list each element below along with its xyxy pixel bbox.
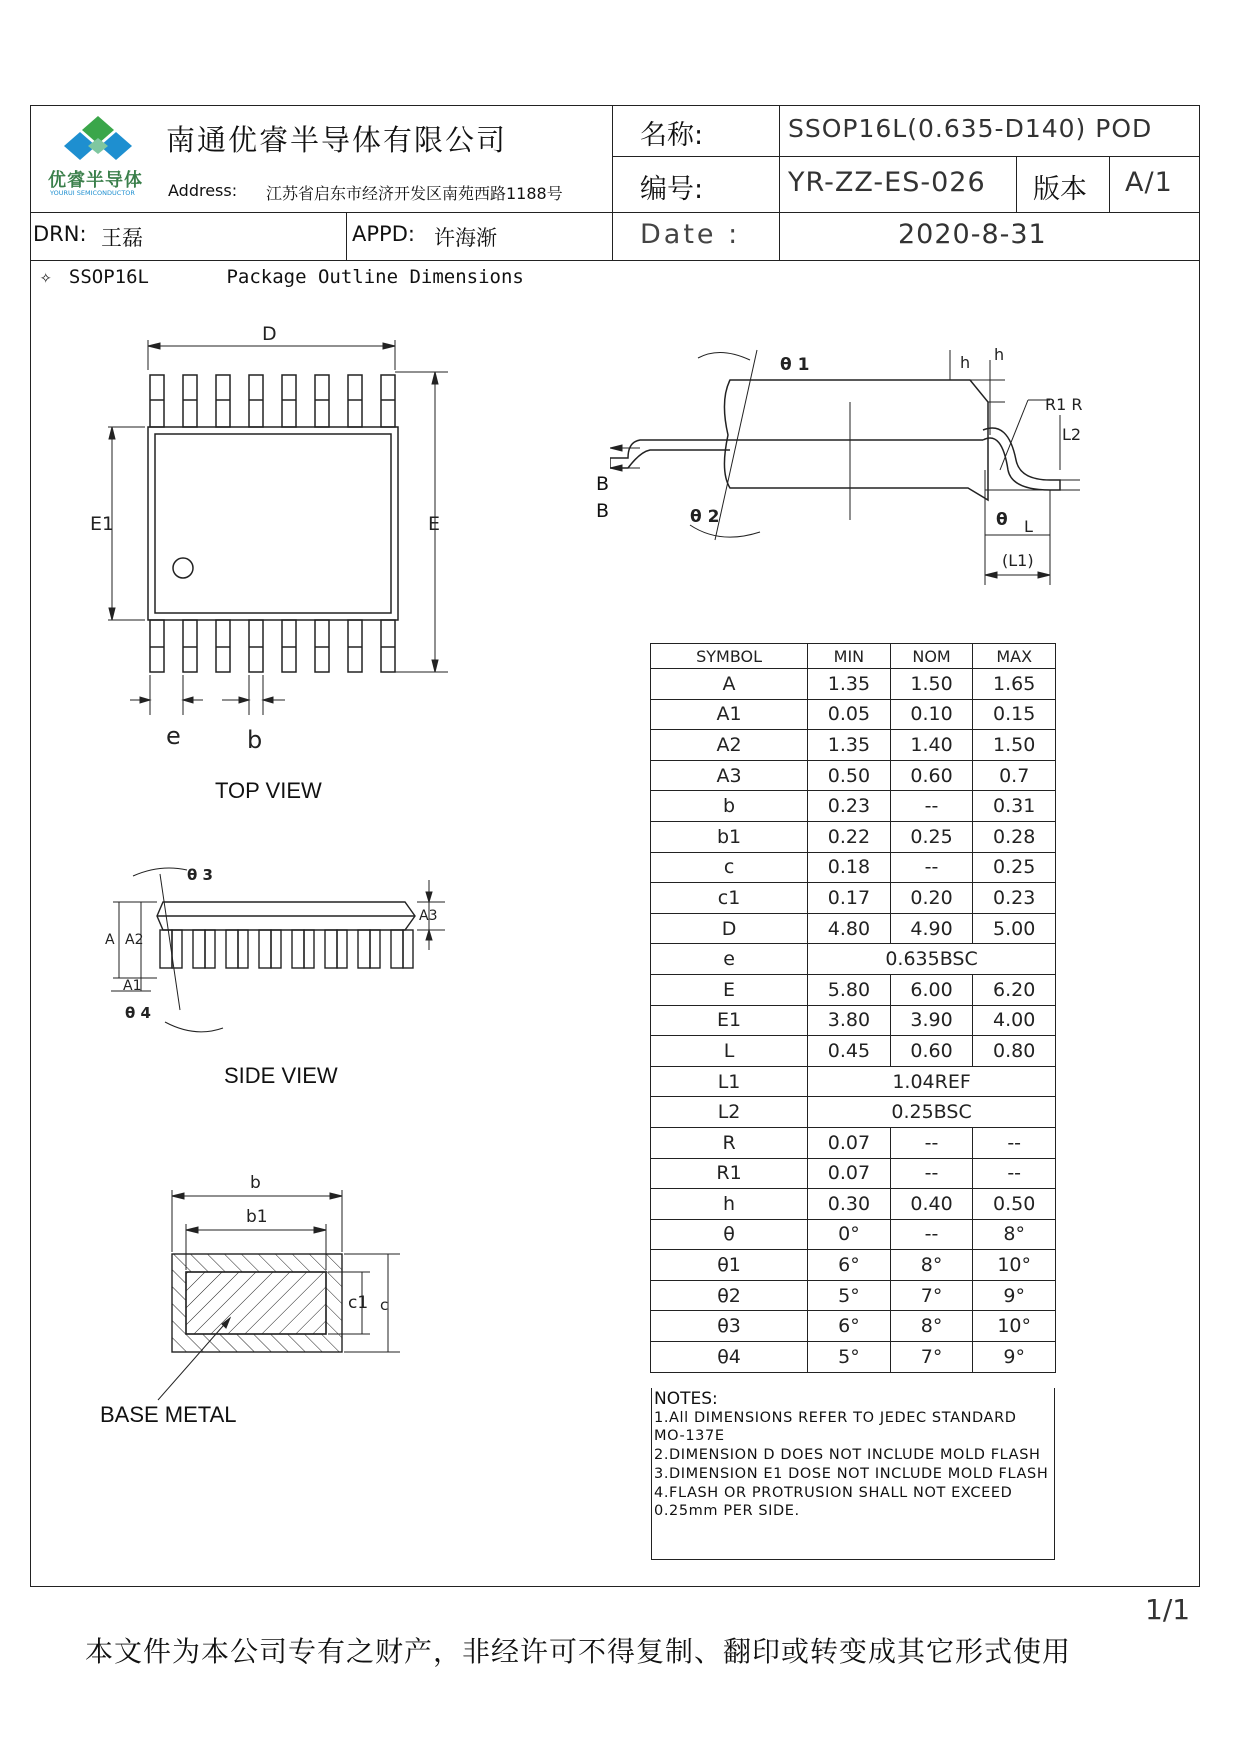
drn-value: 王磊 [101,226,143,250]
symbol-cell: c [651,852,808,883]
table-row [651,1036,1056,1067]
symbol-cell: θ2 [651,1280,808,1311]
top-view-drawing [90,320,470,760]
symbol-cell: b [651,791,808,822]
symbol-cell: A1 [651,699,808,730]
value-cell: 0.05 [808,699,891,730]
dim-theta4: θ 4 [125,1004,151,1022]
title-marker: ✧ [40,266,52,288]
value-cell: 0.18 [808,852,891,883]
number-value: YR-ZZ-ES-026 [788,167,986,198]
value-cell: 4.00 [973,1005,1056,1036]
symbol-cell: θ1 [651,1250,808,1281]
value-cell: 6° [808,1250,891,1281]
header-divider [30,212,1200,213]
value-cell: -- [973,1127,1056,1158]
dim-L2: L2 [1062,425,1082,444]
table-row [651,821,1056,852]
appd-label: APPD: [352,222,415,246]
value-cell: 0.07 [808,1158,891,1189]
value-cell: 0.30 [808,1189,891,1220]
top-view-label: TOP VIEW [215,778,322,803]
dim-L1: (L1) [1002,551,1034,570]
dim-E1: E1 [90,513,115,535]
table-row [651,1219,1056,1250]
value-cell: 0.23 [973,883,1056,914]
table-row [651,760,1056,791]
number-label: 编号: [640,174,704,205]
dim-e: e [166,722,181,750]
value-cell: 8° [890,1250,973,1281]
dim-theta: θ [996,510,1008,530]
value-cell: 10° [973,1250,1056,1281]
value-cell: 1.04REF [808,1066,1056,1097]
value-cell: 0.07 [808,1127,891,1158]
base-metal-drawing [130,1160,420,1430]
company-logo [62,114,134,164]
value-cell: 0.31 [973,791,1056,822]
header-divider [1109,156,1110,212]
dim-b1: b1 [246,1207,268,1227]
symbol-cell: A [651,669,808,700]
value-cell: 0.22 [808,821,891,852]
symbol-cell: E1 [651,1005,808,1036]
header-divider [612,105,613,260]
header-divider [612,156,1200,157]
value-cell: 5.00 [973,913,1056,944]
dim-theta3: θ 3 [187,866,213,884]
table-row [651,944,1056,975]
symbol-cell: L2 [651,1097,808,1128]
symbol-cell: D [651,913,808,944]
value-cell: 0.50 [808,760,891,791]
table-row [651,974,1056,1005]
value-cell: -- [890,852,973,883]
value-cell: -- [890,1158,973,1189]
value-cell: 6.20 [973,974,1056,1005]
value-cell: 3.90 [890,1005,973,1036]
company-name: 南通优睿半导体有限公司 [166,123,508,157]
symbol-cell: R1 [651,1158,808,1189]
value-cell: 0.80 [973,1036,1056,1067]
right-lead [983,428,1060,490]
left-lead [610,440,730,468]
notes-title: NOTES: [654,1389,718,1409]
symbol-cell: b1 [651,821,808,852]
value-cell: 0.40 [890,1189,973,1220]
value-cell: 9° [973,1342,1056,1373]
address-label: Address: [168,181,238,200]
side-view-label: SIDE VIEW [224,1063,338,1088]
note-item: 1.All DIMENSIONS REFER TO JEDEC STANDARD MO-137E [654,1409,1017,1445]
value-cell: 0.60 [890,760,973,791]
value-cell: 0.25 [890,821,973,852]
top-view-leads-lower [150,620,395,672]
table-row [651,699,1056,730]
value-cell: 1.50 [890,669,973,700]
logo-text: 优睿半导体 [48,170,143,191]
header-divider [779,105,780,260]
appd-value: 许海渐 [434,226,497,250]
side-view-drawing [105,860,450,1050]
value-cell: 0.25BSC [808,1097,1056,1128]
table-row [651,913,1056,944]
version-label: 版本 [1033,174,1087,205]
value-cell: 7° [890,1280,973,1311]
date-label: Date : [640,219,741,250]
value-cell: 5° [808,1342,891,1373]
value-cell: 0.15 [973,699,1056,730]
symbol-cell: θ4 [651,1342,808,1373]
value-cell: 0° [808,1219,891,1250]
table-header-row [651,644,1056,669]
dim-h2: h [994,345,1005,364]
value-cell: 1.35 [808,669,891,700]
value-cell: 0.20 [890,883,973,914]
value-cell: 7° [890,1342,973,1373]
value-cell: 6° [808,1311,891,1342]
package-name: SSOP16L [68,266,149,288]
dim-theta1: θ 1 [780,355,810,375]
pin1-marker [173,558,193,578]
dim-L: L [1024,517,1033,536]
notes-box [651,1388,1055,1560]
dim-c1: c1 [348,1293,369,1313]
logo-subtext: YOURUI SEMICONDUCTOR [50,189,135,197]
value-cell: 4.80 [808,913,891,944]
value-cell: 1.50 [973,730,1056,761]
symbol-cell: A2 [651,730,808,761]
header-divider [1016,156,1017,212]
col-header: NOM [890,644,973,669]
value-cell: 0.60 [890,1036,973,1067]
name-value: SSOP16L(0.635-D140) POD [788,114,1153,143]
value-cell: -- [973,1158,1056,1189]
value-cell: 0.10 [890,699,973,730]
page-number: 1/1 [1145,1593,1191,1626]
table-row [651,883,1056,914]
dimension-table [650,643,1056,1373]
note-item: 3.DIMENSION E1 DOSE NOT INCLUDE MOLD FLASH [654,1465,1049,1482]
dim-c: c [380,1296,389,1314]
value-cell: -- [890,791,973,822]
dim-A2: A2 [125,932,144,948]
value-cell: 8° [890,1311,973,1342]
symbol-cell: L1 [651,1066,808,1097]
top-view-body [148,427,398,620]
value-cell: 1.40 [890,730,973,761]
date-value: 2020-8-31 [898,219,1047,250]
dim-A3: A3 [419,908,438,924]
value-cell: 6.00 [890,974,973,1005]
address-value: 江苏省启东市经济开发区南苑西路1188号 [266,184,563,203]
col-header: MAX [973,644,1056,669]
name-label: 名称: [640,120,704,151]
table-row [651,1158,1056,1189]
value-cell: 3.80 [808,1005,891,1036]
value-cell: 0.45 [808,1036,891,1067]
dim-B-lower: B [596,500,610,522]
dim-h1: h [960,353,971,372]
table-row [651,1280,1056,1311]
dim-A1: A1 [123,978,142,994]
value-cell: 0.25 [973,852,1056,883]
table-row [651,1250,1056,1281]
base-metal-label: BASE METAL [100,1402,237,1427]
side-view-leads [160,930,413,968]
value-cell: 1.35 [808,730,891,761]
symbol-cell: L [651,1036,808,1067]
note-item: 4.FLASH OR PROTRUSION SHALL NOT EXCEED 0.25mm PER SIDE. [654,1484,1013,1520]
symbol-cell: θ3 [651,1311,808,1342]
symbol-cell: A3 [651,760,808,791]
version-value: A/1 [1125,167,1173,198]
value-cell: 0.28 [973,821,1056,852]
value-cell: 0.50 [973,1189,1056,1220]
value-cell: -- [890,1219,973,1250]
value-cell: 8° [973,1219,1056,1250]
footer-text: 本文件为本公司专有之财产，非经许可不得复制、翻印或转变成其它形式使用 [85,1635,1072,1668]
dim-theta2: θ 2 [690,507,720,527]
symbol-cell: θ [651,1219,808,1250]
table-row [651,669,1056,700]
value-cell: 0.17 [808,883,891,914]
value-cell: 5° [808,1280,891,1311]
symbol-cell: h [651,1189,808,1220]
symbol-cell: c1 [651,883,808,914]
title-subtitle: Package Outline Dimensions [226,266,524,288]
table-row [651,1127,1056,1158]
value-cell: 0.23 [808,791,891,822]
dim-B-upper: B [596,473,610,495]
header-divider [30,260,1200,261]
value-cell: 5.80 [808,974,891,1005]
table-row [651,791,1056,822]
dim-D: D [262,323,277,345]
symbol-cell: R [651,1127,808,1158]
value-cell: 0.7 [973,760,1056,791]
table-row [651,1342,1056,1373]
symbol-cell: E [651,974,808,1005]
table-row [651,1005,1056,1036]
dim-E: E [428,513,441,535]
value-cell: 4.90 [890,913,973,944]
table-row [651,1097,1056,1128]
table-row [651,1066,1056,1097]
top-view-leads-upper [150,375,395,427]
dim-b: b [247,726,263,754]
table-row [651,730,1056,761]
lead-detail-drawing [610,340,1090,600]
title-line [40,266,524,288]
value-cell: 9° [973,1280,1056,1311]
symbol-cell: e [651,944,808,975]
drn-label: DRN: [33,222,87,246]
value-cell: -- [890,1127,973,1158]
value-cell: 0.635BSC [808,944,1056,975]
table-row [651,1311,1056,1342]
value-cell: 10° [973,1311,1056,1342]
dim-b-base: b [250,1173,261,1193]
table-row [651,852,1056,883]
dim-A: A [105,932,115,948]
note-item: 2.DIMENSION D DOES NOT INCLUDE MOLD FLASH [654,1447,1041,1464]
col-header: MIN [808,644,891,669]
col-header: SYMBOL [651,644,808,669]
dim-R1R: R1 R [1045,395,1083,414]
table-row [651,1189,1056,1220]
header-divider [346,212,347,260]
value-cell: 1.65 [973,669,1056,700]
